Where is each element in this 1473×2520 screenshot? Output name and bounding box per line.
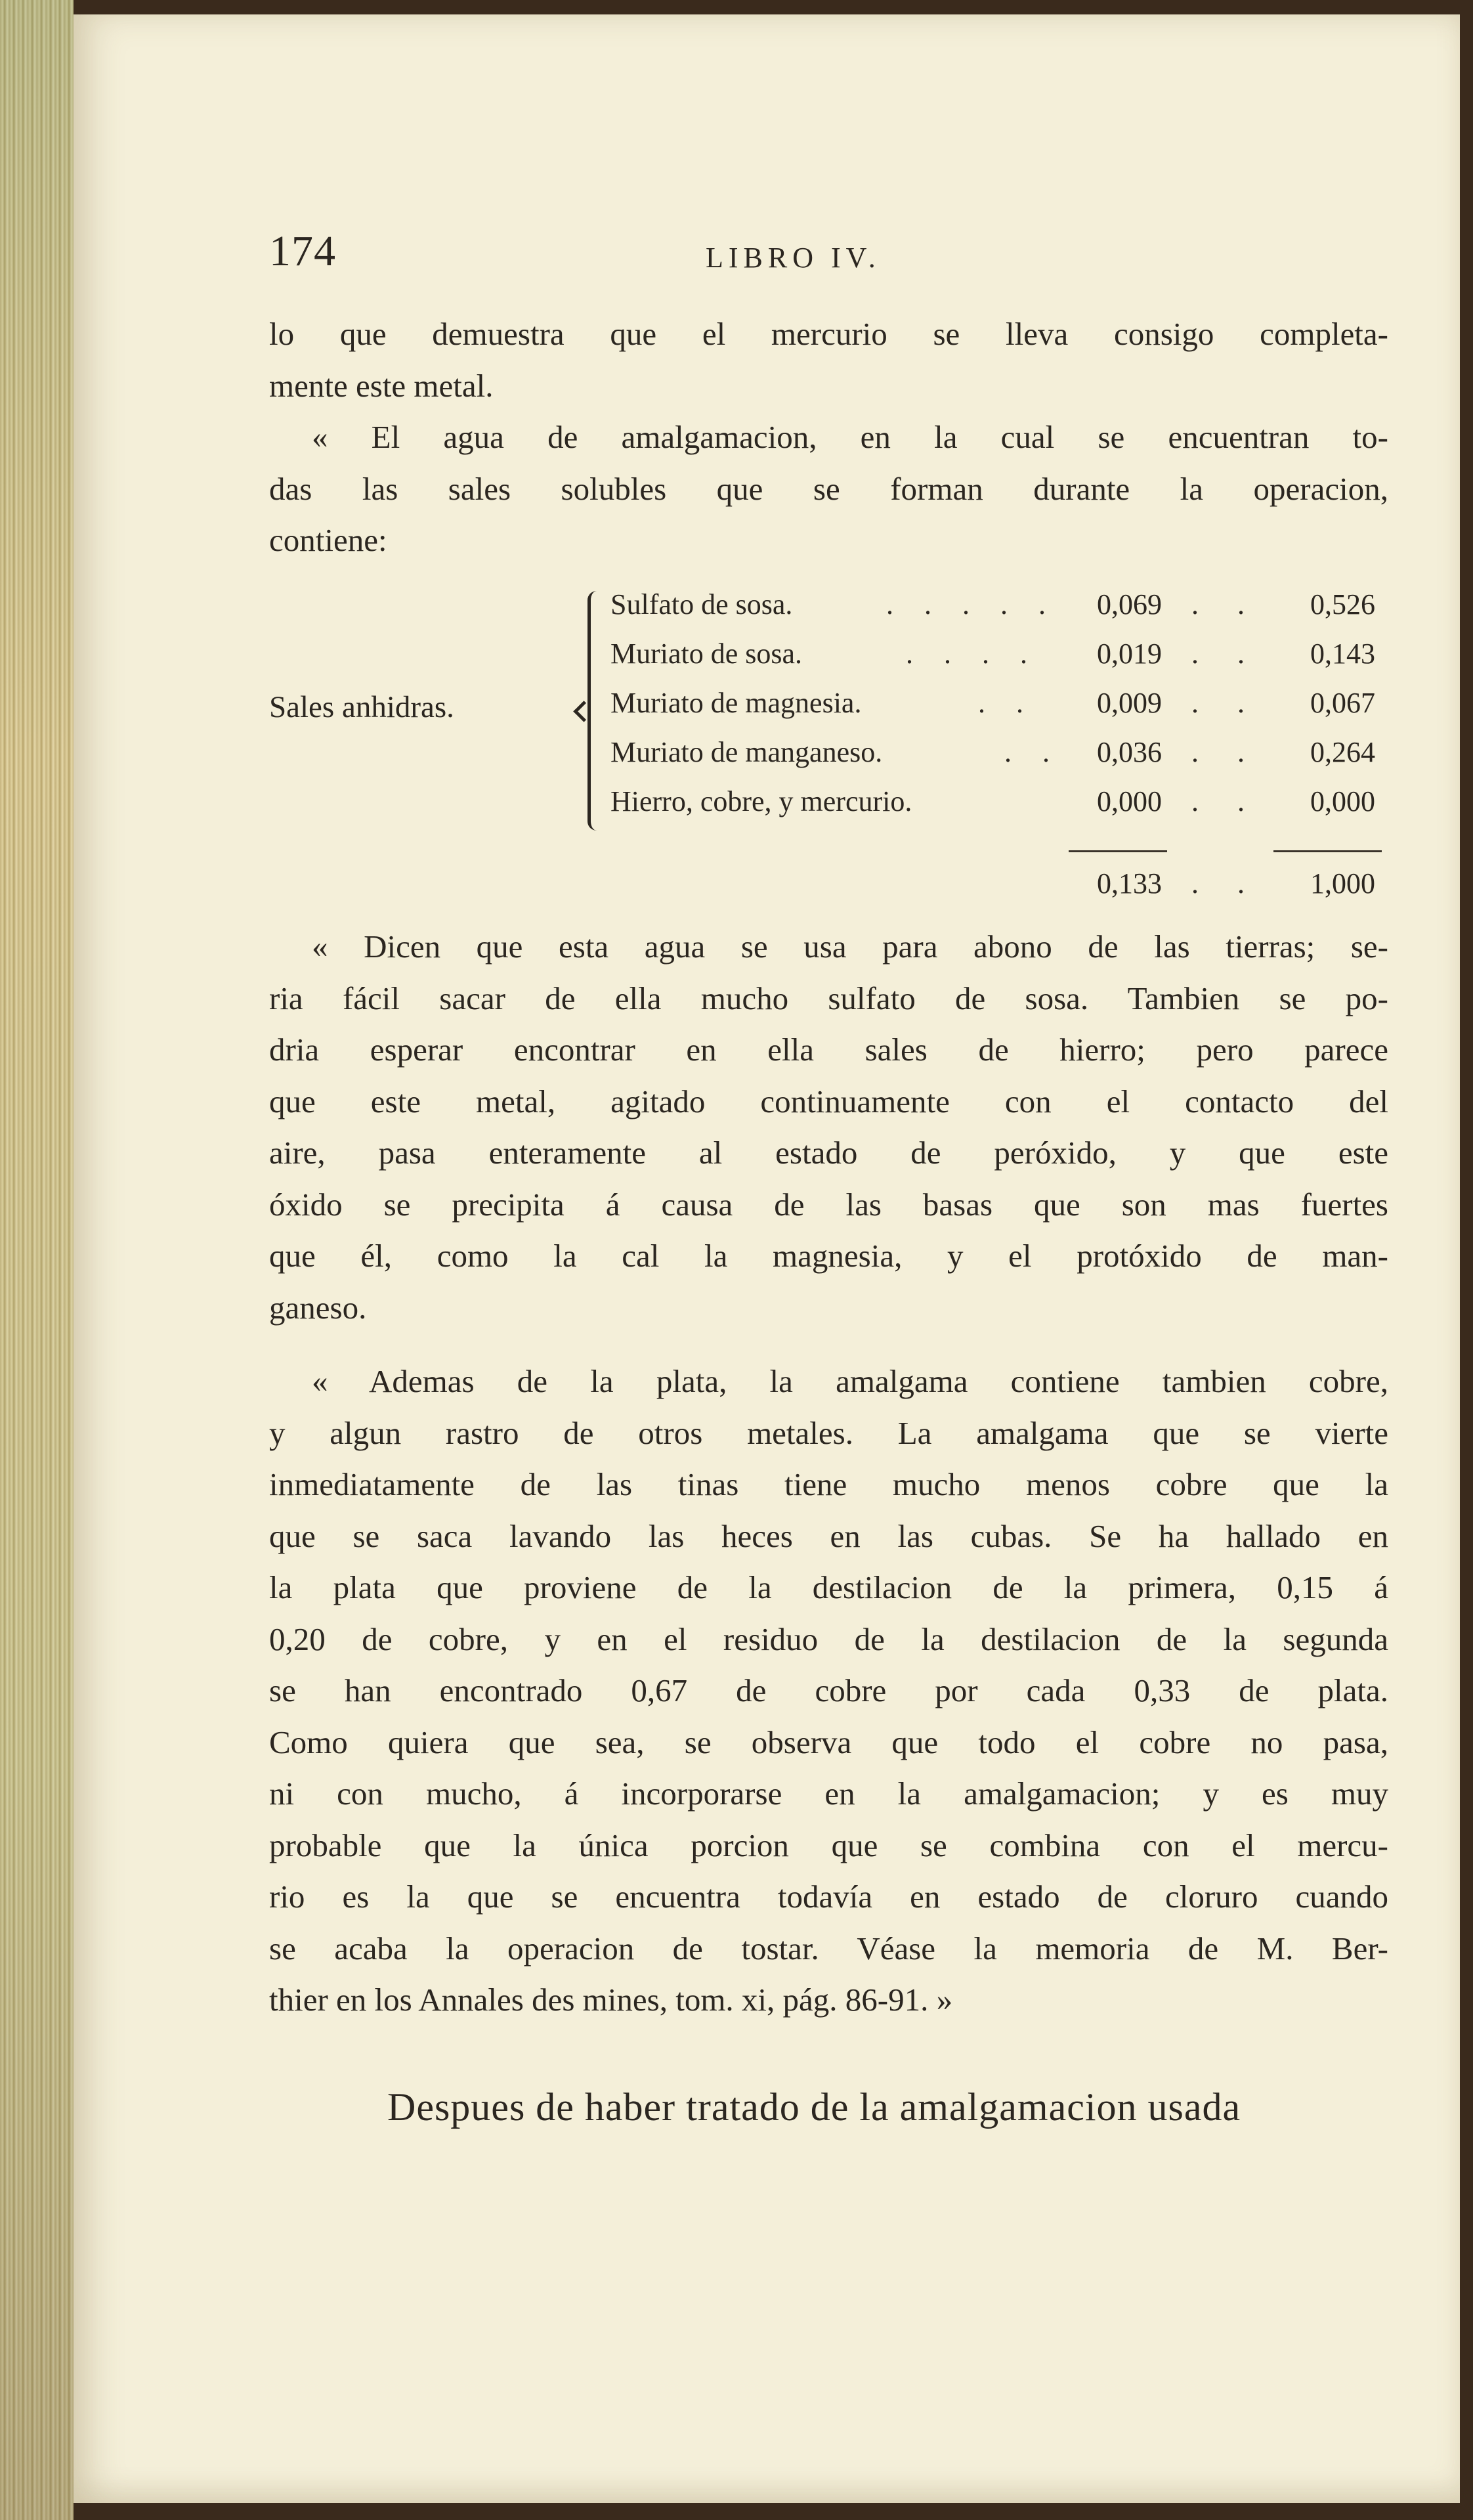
salt-name: Muriato de magnesia. bbox=[610, 687, 862, 719]
text-line: mente este metal. bbox=[269, 367, 494, 404]
text-line: « Dicen que esta agua se usa para abono de las tierras; se- bbox=[312, 928, 1388, 965]
table-group-label: Sales anhidras. bbox=[269, 690, 454, 724]
text-line: se han encontrado 0,67 de cobre por cada 0,33 de plata. bbox=[269, 1672, 1388, 1708]
value-2: 0,000 bbox=[1310, 785, 1375, 817]
table-row bbox=[269, 785, 1388, 834]
total-1: 0,133 bbox=[1097, 867, 1162, 900]
text-line: dria esperar encontrar en ella sales de hierro; pero parece bbox=[269, 1032, 1388, 1068]
paragraph-3 bbox=[269, 921, 1388, 1334]
value-2: 0,264 bbox=[1310, 736, 1375, 768]
value-2: 0,143 bbox=[1310, 638, 1375, 670]
text-line: y algun rastro de otros metales. La amalgama que se vierte bbox=[269, 1414, 1388, 1451]
page-number: 174 bbox=[269, 227, 336, 275]
text-line: probable que la única porcion que se combina con el mercu- bbox=[269, 1827, 1388, 1863]
table-row bbox=[269, 588, 1388, 637]
salt-name: Muriato de sosa. bbox=[610, 638, 803, 670]
text-line: ganeso. bbox=[269, 1289, 367, 1326]
text-line: « El agua de amalgamacion, en la cual se encuentran to- bbox=[312, 419, 1388, 455]
page-header bbox=[269, 227, 1385, 286]
paragraph-2 bbox=[269, 412, 1388, 567]
text-line: 0,20 de cobre, y en el residuo de la destilacion de la segunda bbox=[269, 1620, 1388, 1657]
leader-dots: . . . . . bbox=[886, 588, 1057, 620]
value-1: 0,069 bbox=[1097, 588, 1162, 620]
text-line: « Ademas de la plata, la amalgama contiene tambien cobre, bbox=[312, 1363, 1388, 1399]
value-1: 0,019 bbox=[1097, 638, 1162, 670]
text-line: rio es la que se encuentra todavía en estado de cloruro cuando bbox=[269, 1879, 1388, 1915]
text-line: ria fácil sacar de ella mucho sulfato de sosa. Tambien se po- bbox=[269, 980, 1388, 1016]
leader-dots: . . bbox=[1191, 785, 1260, 817]
text-line: inmediatamente de las tinas tiene mucho menos cobre que la bbox=[269, 1466, 1388, 1502]
leader-dots: . . bbox=[1191, 638, 1260, 670]
leader-dots: . . bbox=[978, 687, 1035, 719]
table-totals-row bbox=[269, 867, 1388, 916]
value-2: 0,526 bbox=[1310, 588, 1375, 620]
text-line: óxido se precipita á causa de las basas que son mas fuertes bbox=[269, 1186, 1388, 1223]
salt-name: Hierro, cobre, y mercurio. bbox=[610, 785, 912, 817]
leader-dots: . . bbox=[1191, 867, 1260, 900]
value-2: 0,067 bbox=[1310, 687, 1375, 719]
paragraph-4 bbox=[269, 1356, 1388, 2026]
value-1: 0,036 bbox=[1097, 736, 1162, 768]
table-row bbox=[269, 637, 1388, 686]
text-line: lo que demuestra que el mercurio se lleva consigo completa- bbox=[269, 316, 1388, 352]
running-head: LIBRO IV. bbox=[706, 242, 881, 274]
text-line: thier en los Annales des mines, tom. xi, pág. 86-91. » bbox=[269, 1982, 953, 2018]
leader-dots: . . bbox=[1004, 736, 1061, 768]
table-row bbox=[269, 686, 1388, 735]
leader-dots: . . bbox=[1191, 736, 1260, 768]
table-row bbox=[269, 735, 1388, 785]
salts-table bbox=[269, 578, 1388, 919]
value-1: 0,009 bbox=[1097, 687, 1162, 719]
text-line: que este metal, agitado continuamente con el contacto del bbox=[269, 1083, 1388, 1119]
text-line: Como quiera que sea, se observa que todo el cobre no pasa, bbox=[269, 1724, 1388, 1760]
total-2: 1,000 bbox=[1310, 867, 1375, 900]
text-line: se acaba la operacion de tostar. Véase la memoria de M. Ber- bbox=[269, 1930, 1388, 1966]
book-page-edges bbox=[0, 0, 74, 2520]
leader-dots: . . bbox=[1191, 687, 1260, 719]
final-line: Despues de haber tratado de la amalgamacion usada bbox=[387, 2085, 1241, 2129]
text-line: que él, como la cal la magnesia, y el protóxido de man- bbox=[269, 1238, 1388, 1274]
text-line: das las sales solubles que se forman durante la operacion, bbox=[269, 470, 1388, 507]
value-1: 0,000 bbox=[1097, 785, 1162, 817]
text-line: aire, pasa enteramente al estado de peróxido, y que este bbox=[269, 1135, 1388, 1171]
text-line: que se saca lavando las heces en las cubas. Se ha hallado en bbox=[269, 1517, 1388, 1554]
salt-name: Sulfato de sosa. bbox=[610, 588, 793, 620]
salt-name: Muriato de manganeso. bbox=[610, 736, 883, 768]
leader-dots: . . . . bbox=[906, 638, 1039, 670]
text-line: la plata que proviene de la destilacion de la primera, 0,15 á bbox=[269, 1569, 1388, 1605]
text-line: contiene: bbox=[269, 522, 387, 558]
sum-rule bbox=[1069, 850, 1167, 852]
paragraph-1 bbox=[269, 309, 1388, 412]
text-line: ni con mucho, á incorporarse en la amalgamacion; y es muy bbox=[269, 1775, 1388, 1812]
leader-dots: . . bbox=[1191, 588, 1260, 620]
sum-rule bbox=[1273, 850, 1382, 852]
